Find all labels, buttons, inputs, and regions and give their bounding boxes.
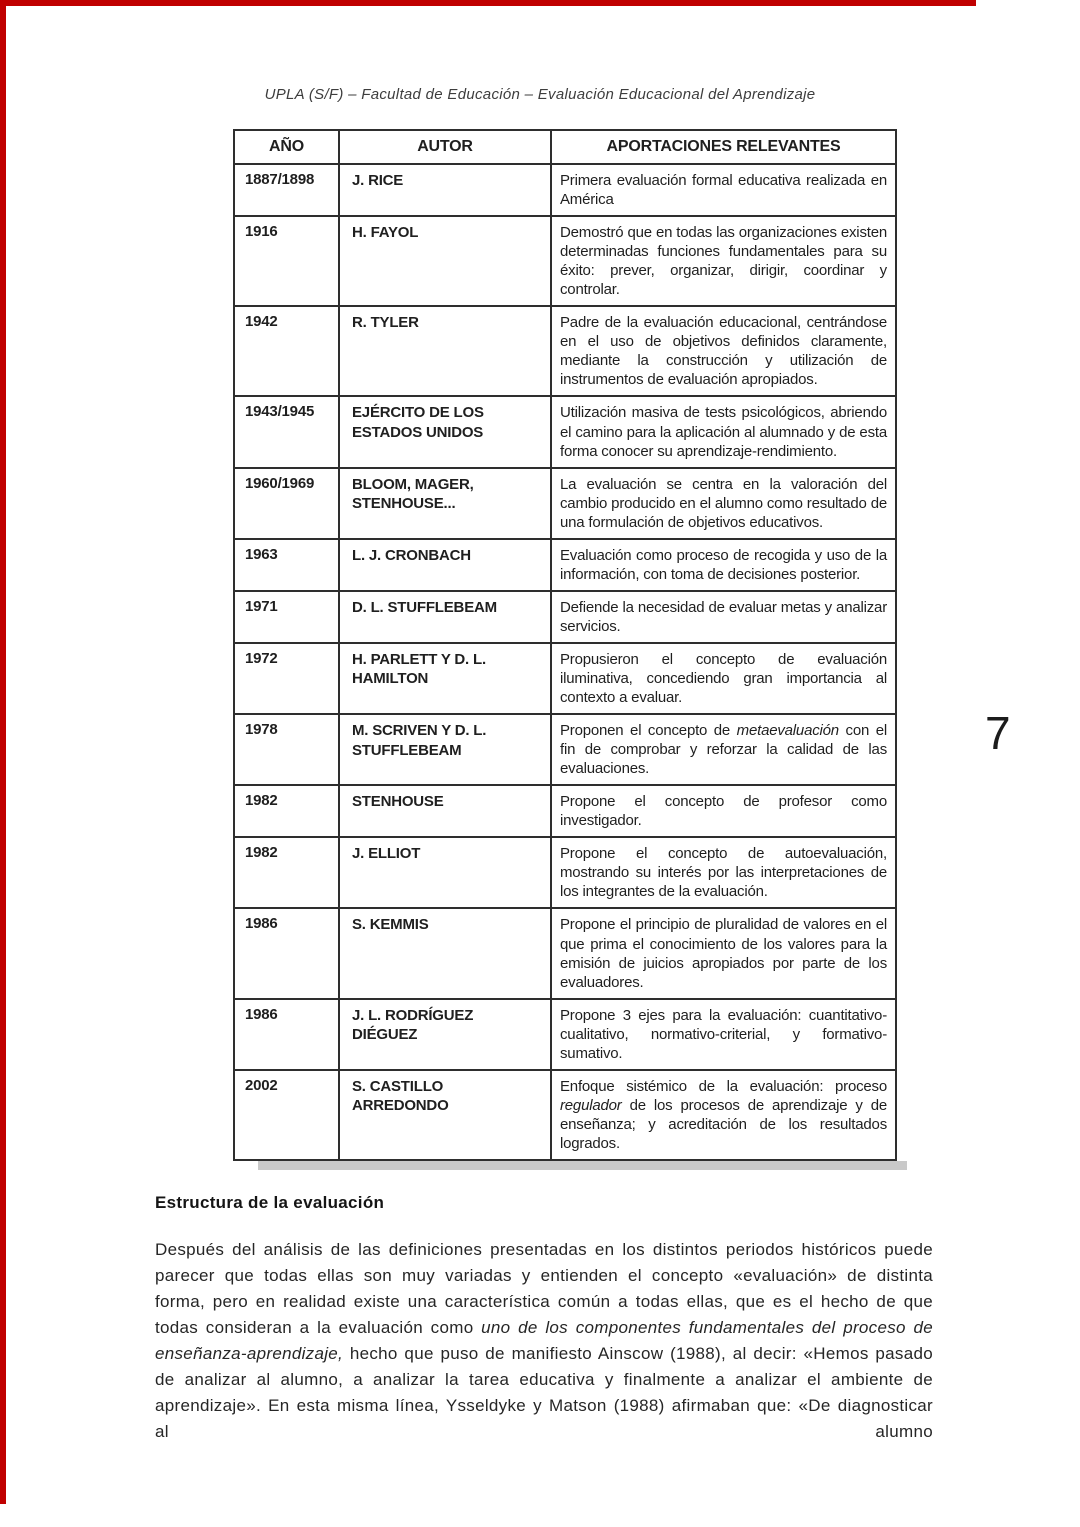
table-row <box>234 908 896 998</box>
year-cell: 1982 <box>234 785 339 837</box>
evaluation-history-table <box>233 129 897 1161</box>
author-cell: H. PARLETT Y D. L. HAMILTON <box>339 643 551 714</box>
year-cell: 1986 <box>234 908 339 998</box>
author-column-header: AUTOR <box>339 130 551 164</box>
contribution-cell: La evaluación se centra en la valoración del cambio producido en el alumno como resultado de una formulación de objetivos educativos. <box>551 468 896 539</box>
year-cell: 1943/1945 <box>234 396 339 467</box>
year-column-header: AÑO <box>234 130 339 164</box>
history-table-body <box>234 164 896 1160</box>
contribution-cell: Propusieron el concepto de evaluación iluminativa, concediendo gran importancia al contexto a evaluar. <box>551 643 896 714</box>
table-row <box>234 216 896 306</box>
year-cell: 1960/1969 <box>234 468 339 539</box>
contribution-cell: Propone el concepto de profesor como investigador. <box>551 785 896 837</box>
year-cell: 2002 <box>234 1070 339 1160</box>
table-row <box>234 837 896 908</box>
section-heading: Estructura de la evaluación <box>155 1192 385 1212</box>
header-row <box>234 130 896 164</box>
contribution-cell: Enfoque sistémico de la evaluación: proceso regulador de los procesos de aprendizaje y de enseñanza; y acreditación de los resultados logrados. <box>551 1070 896 1160</box>
author-cell: BLOOM, MAGER, STENHOUSE... <box>339 468 551 539</box>
author-cell: J. ELLIOT <box>339 837 551 908</box>
contribution-column-header: APORTACIONES RELEVANTES <box>551 130 896 164</box>
author-cell: S. CASTILLO ARREDONDO <box>339 1070 551 1160</box>
table-row <box>234 1070 896 1160</box>
table-row <box>234 306 896 396</box>
author-cell: D. L. STUFFLEBEAM <box>339 591 551 643</box>
year-cell: 1963 <box>234 539 339 591</box>
author-cell: M. SCRIVEN Y D. L. STUFFLEBEAM <box>339 714 551 785</box>
table-row <box>234 643 896 714</box>
year-cell: 1978 <box>234 714 339 785</box>
year-cell: 1916 <box>234 216 339 306</box>
year-cell: 1971 <box>234 591 339 643</box>
author-cell: S. KEMMIS <box>339 908 551 998</box>
contribution-cell: Padre de la evaluación educacional, centrándose en el uso de objetivos definidos claramente, mediante la construcción y utilización de instrumentos de evaluación apropiados. <box>551 306 896 396</box>
page-accent-top-border <box>0 0 976 6</box>
table-row <box>234 785 896 837</box>
table-row <box>234 164 896 216</box>
year-cell: 1986 <box>234 999 339 1070</box>
contribution-cell: Propone 3 ejes para la evaluación: cuantitativo-cualitativo, normativo-criterial, y formativo-sumativo. <box>551 999 896 1070</box>
contribution-cell: Utilización masiva de tests psicológicos, abriendo el camino para la aplicación al alumnado y de esta forma conocer su aprendizaje-rendimiento. <box>551 396 896 467</box>
author-cell: R. TYLER <box>339 306 551 396</box>
document-header: UPLA (S/F) – Facultad de Educación – Evaluación Educacional del Aprendizaje <box>264 86 816 103</box>
year-cell: 1982 <box>234 837 339 908</box>
year-cell: 1972 <box>234 643 339 714</box>
author-cell: J. RICE <box>339 164 551 216</box>
page-accent-left-border <box>0 0 6 1504</box>
author-cell: H. FAYOL <box>339 216 551 306</box>
contribution-cell: Proponen el concepto de metaevaluación con el fin de comprobar y reforzar la calidad de las evaluaciones. <box>551 714 896 785</box>
year-cell: 1887/1898 <box>234 164 339 216</box>
table-row <box>234 999 896 1070</box>
author-cell: J. L. RODRÍGUEZ DIÉGUEZ <box>339 999 551 1070</box>
history-table-container <box>233 129 895 1161</box>
table-row <box>234 468 896 539</box>
contribution-cell: Propone el principio de pluralidad de valores en el que prima el conocimiento de los valores para la emisión de juicios apropiados por parte de los evaluadores. <box>551 908 896 998</box>
contribution-cell: Demostró que en todas las organizaciones existen determinadas funciones fundamentales para su éxito: prever, organizar, dirigir, coordinar y controlar. <box>551 216 896 306</box>
contribution-cell: Evaluación como proceso de recogida y uso de la información, con toma de decisiones posterior. <box>551 539 896 591</box>
history-table-head <box>234 130 896 164</box>
author-cell: L. J. CRONBACH <box>339 539 551 591</box>
body-paragraph: Después del análisis de las definiciones presentadas en los distintos periodos históricos puede parecer que todas ellas son muy variadas y entienden el concepto «evaluación» de distinta forma, pero en realidad existe una característica común a todas ellas, que es el hecho de que todas consideran a la evaluación como uno de los componentes fundamentales del proceso de enseñanza-aprendizaje, hecho que puso de manifiesto Ainscow (1988), al decir: «Hemos pasado de analizar al alumno, a analizar la tarea educativa y finalmente a analizar el ambiente de aprendizaje». En esta misma línea, Ysseldyke y Matson (1988) afirmaban que: «De diagnosticar al alumno <box>155 1239 933 1441</box>
page-number: 7 <box>985 707 1011 759</box>
contribution-cell: Propone el concepto de autoevaluación, mostrando su interés por las interpretaciones de los integrantes de la evaluación. <box>551 837 896 908</box>
table-row <box>234 591 896 643</box>
table-drop-shadow <box>258 1161 907 1170</box>
year-cell: 1942 <box>234 306 339 396</box>
author-cell: EJÉRCITO DE LOS ESTADOS UNIDOS <box>339 396 551 467</box>
contribution-cell: Primera evaluación formal educativa realizada en América <box>551 164 896 216</box>
table-row <box>234 714 896 785</box>
author-cell: STENHOUSE <box>339 785 551 837</box>
contribution-cell: Defiende la necesidad de evaluar metas y analizar servicios. <box>551 591 896 643</box>
table-row <box>234 396 896 467</box>
table-row <box>234 539 896 591</box>
